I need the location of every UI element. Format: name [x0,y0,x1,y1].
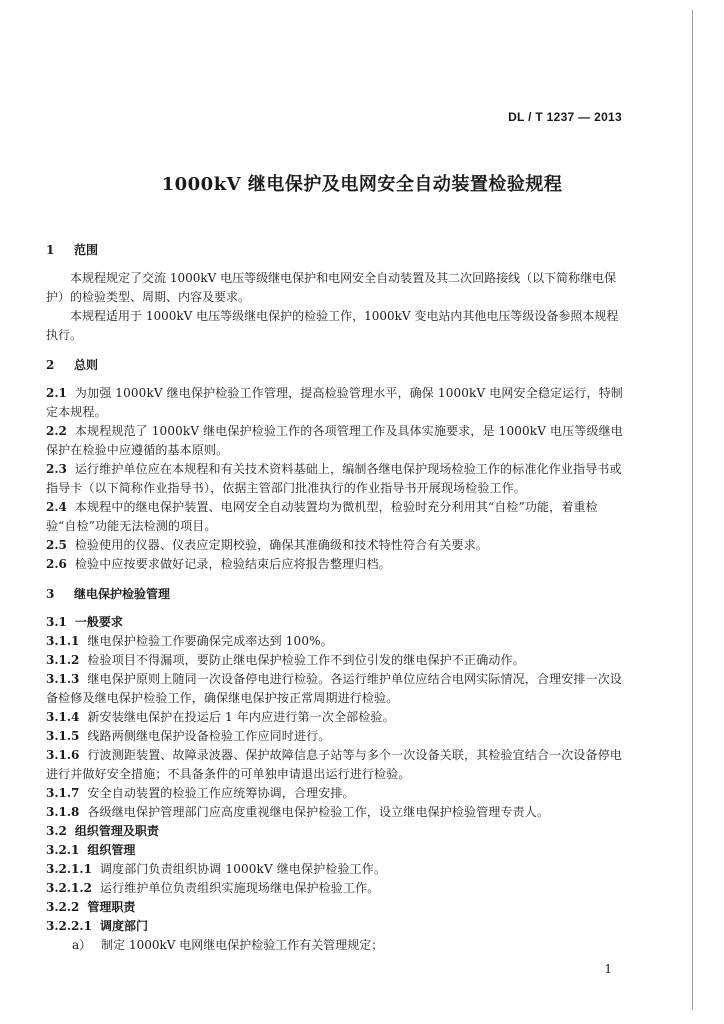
clause: 2.5 检验使用的仪器、仪表应定期校验，确保其准确级和技术特性符合有关要求。 [46,538,488,552]
clause: 3.2.1.2 运行维护单位负责组织实施现场继电保护检验工作。 [46,881,380,895]
clause: 3.1.4 新安装继电保护在投运后 1 年内应进行第一次全部检验。 [46,710,395,724]
list-item: a） 制定 1000kV 电网继电保护检验工作有关管理规定； [72,938,384,952]
page-number: 1 [604,962,612,976]
clause: 2.6 检验中应按要求做好记录，检验结束后应将报告整理归档。 [46,557,391,571]
clause: 2.4 本规程中的继电保护装置、电网安全自动装置均为微机型，检验时充分利用其“自检”功能，着重检验“自检”功能无法检测的项目。 [46,500,598,533]
clause: 2.3 运行维护单位应在本规程和有关技术资料基础上，编制各继电保护现场检验工作的标准化作业指导书或指导卡（以下简称作业指导书），依据主管部门批准执行的作业指导书开展现场检验工作。 [46,462,622,495]
paragraph: 本规程规定了交流 1000kV 电压等级继电保护和电网安全自动装置及其二次回路接线（以下简称继电保护）的检验类型、周期、内容及要求。 [46,271,617,304]
subsection-heading: 3.2 组织管理及职责 [46,824,159,838]
section-heading: 2 总则 [46,358,99,372]
clause: 3.1.5 线路两侧继电保护设备检验工作应同时进行。 [46,729,331,743]
clause: 2.1 为加强 1000kV 继电保护检验工作管理，提高检验管理水平，确保 1000kV 电网安全稳定运行，特制定本规程。 [46,386,623,419]
clause: 3.1.1 继电保护检验工作要确保完成率达到 100%。 [46,634,333,648]
section-heading: 1 范围 [46,243,99,257]
clause: 3.1.8 各级继电保护管理部门应高度重视继电保护检验工作，设立继电保护检验管理专责人。 [46,805,550,819]
scan-edge-line [692,10,693,1010]
clause: 2.2 本规程规范了 1000kV 继电保护检验工作的各项管理工作及具体实施要求，是 1000kV 电压等级继电保护在检验中应遵循的基本原则。 [46,424,623,457]
subsection-heading: 3.1 一般要求 [46,615,123,629]
standard-code: DL / T 1237 — 2013 [508,110,622,124]
clause: 3.1.6 行波测距装置、故障录波器、保护故障信息子站等与多个一次设备关联，其检验宜结合一次设备停电进行并做好安全措施；不具备条件的可单独申请退出运行进行检验。 [46,748,623,781]
document-title: 1000kV 继电保护及电网安全自动装置检验规程 [161,174,563,195]
subsection-heading: 3.2.2 管理职责 [46,900,136,914]
clause: 3.1.2 检验项目不得漏项，要防止继电保护检验工作不到位引发的继电保护不正确动作。 [46,653,525,667]
clause: 3.1.3 继电保护原则上随同一次设备停电进行检验。各运行维护单位应结合电网实际情况，合理安排一次设备检修及继电保护检验工作，确保继电保护按正常周期进行检验。 [46,672,623,705]
subsection-heading: 3.2.1 组织管理 [46,843,136,857]
paragraph: 本规程适用于 1000kV 电压等级继电保护的检验工作，1000kV 变电站内其他电压等级设备参照本规程执行。 [46,309,619,342]
document-body [46,230,628,955]
clause: 3.1.7 安全自动装置的检验工作应统筹协调，合理安排。 [46,786,355,800]
subsection-heading: 3.2.2.1 调度部门 [46,919,148,933]
clause: 3.2.1.1 调度部门负责组织协调 1000kV 继电保护检验工作。 [46,862,387,876]
section-heading: 3 继电保护检验管理 [46,587,171,601]
